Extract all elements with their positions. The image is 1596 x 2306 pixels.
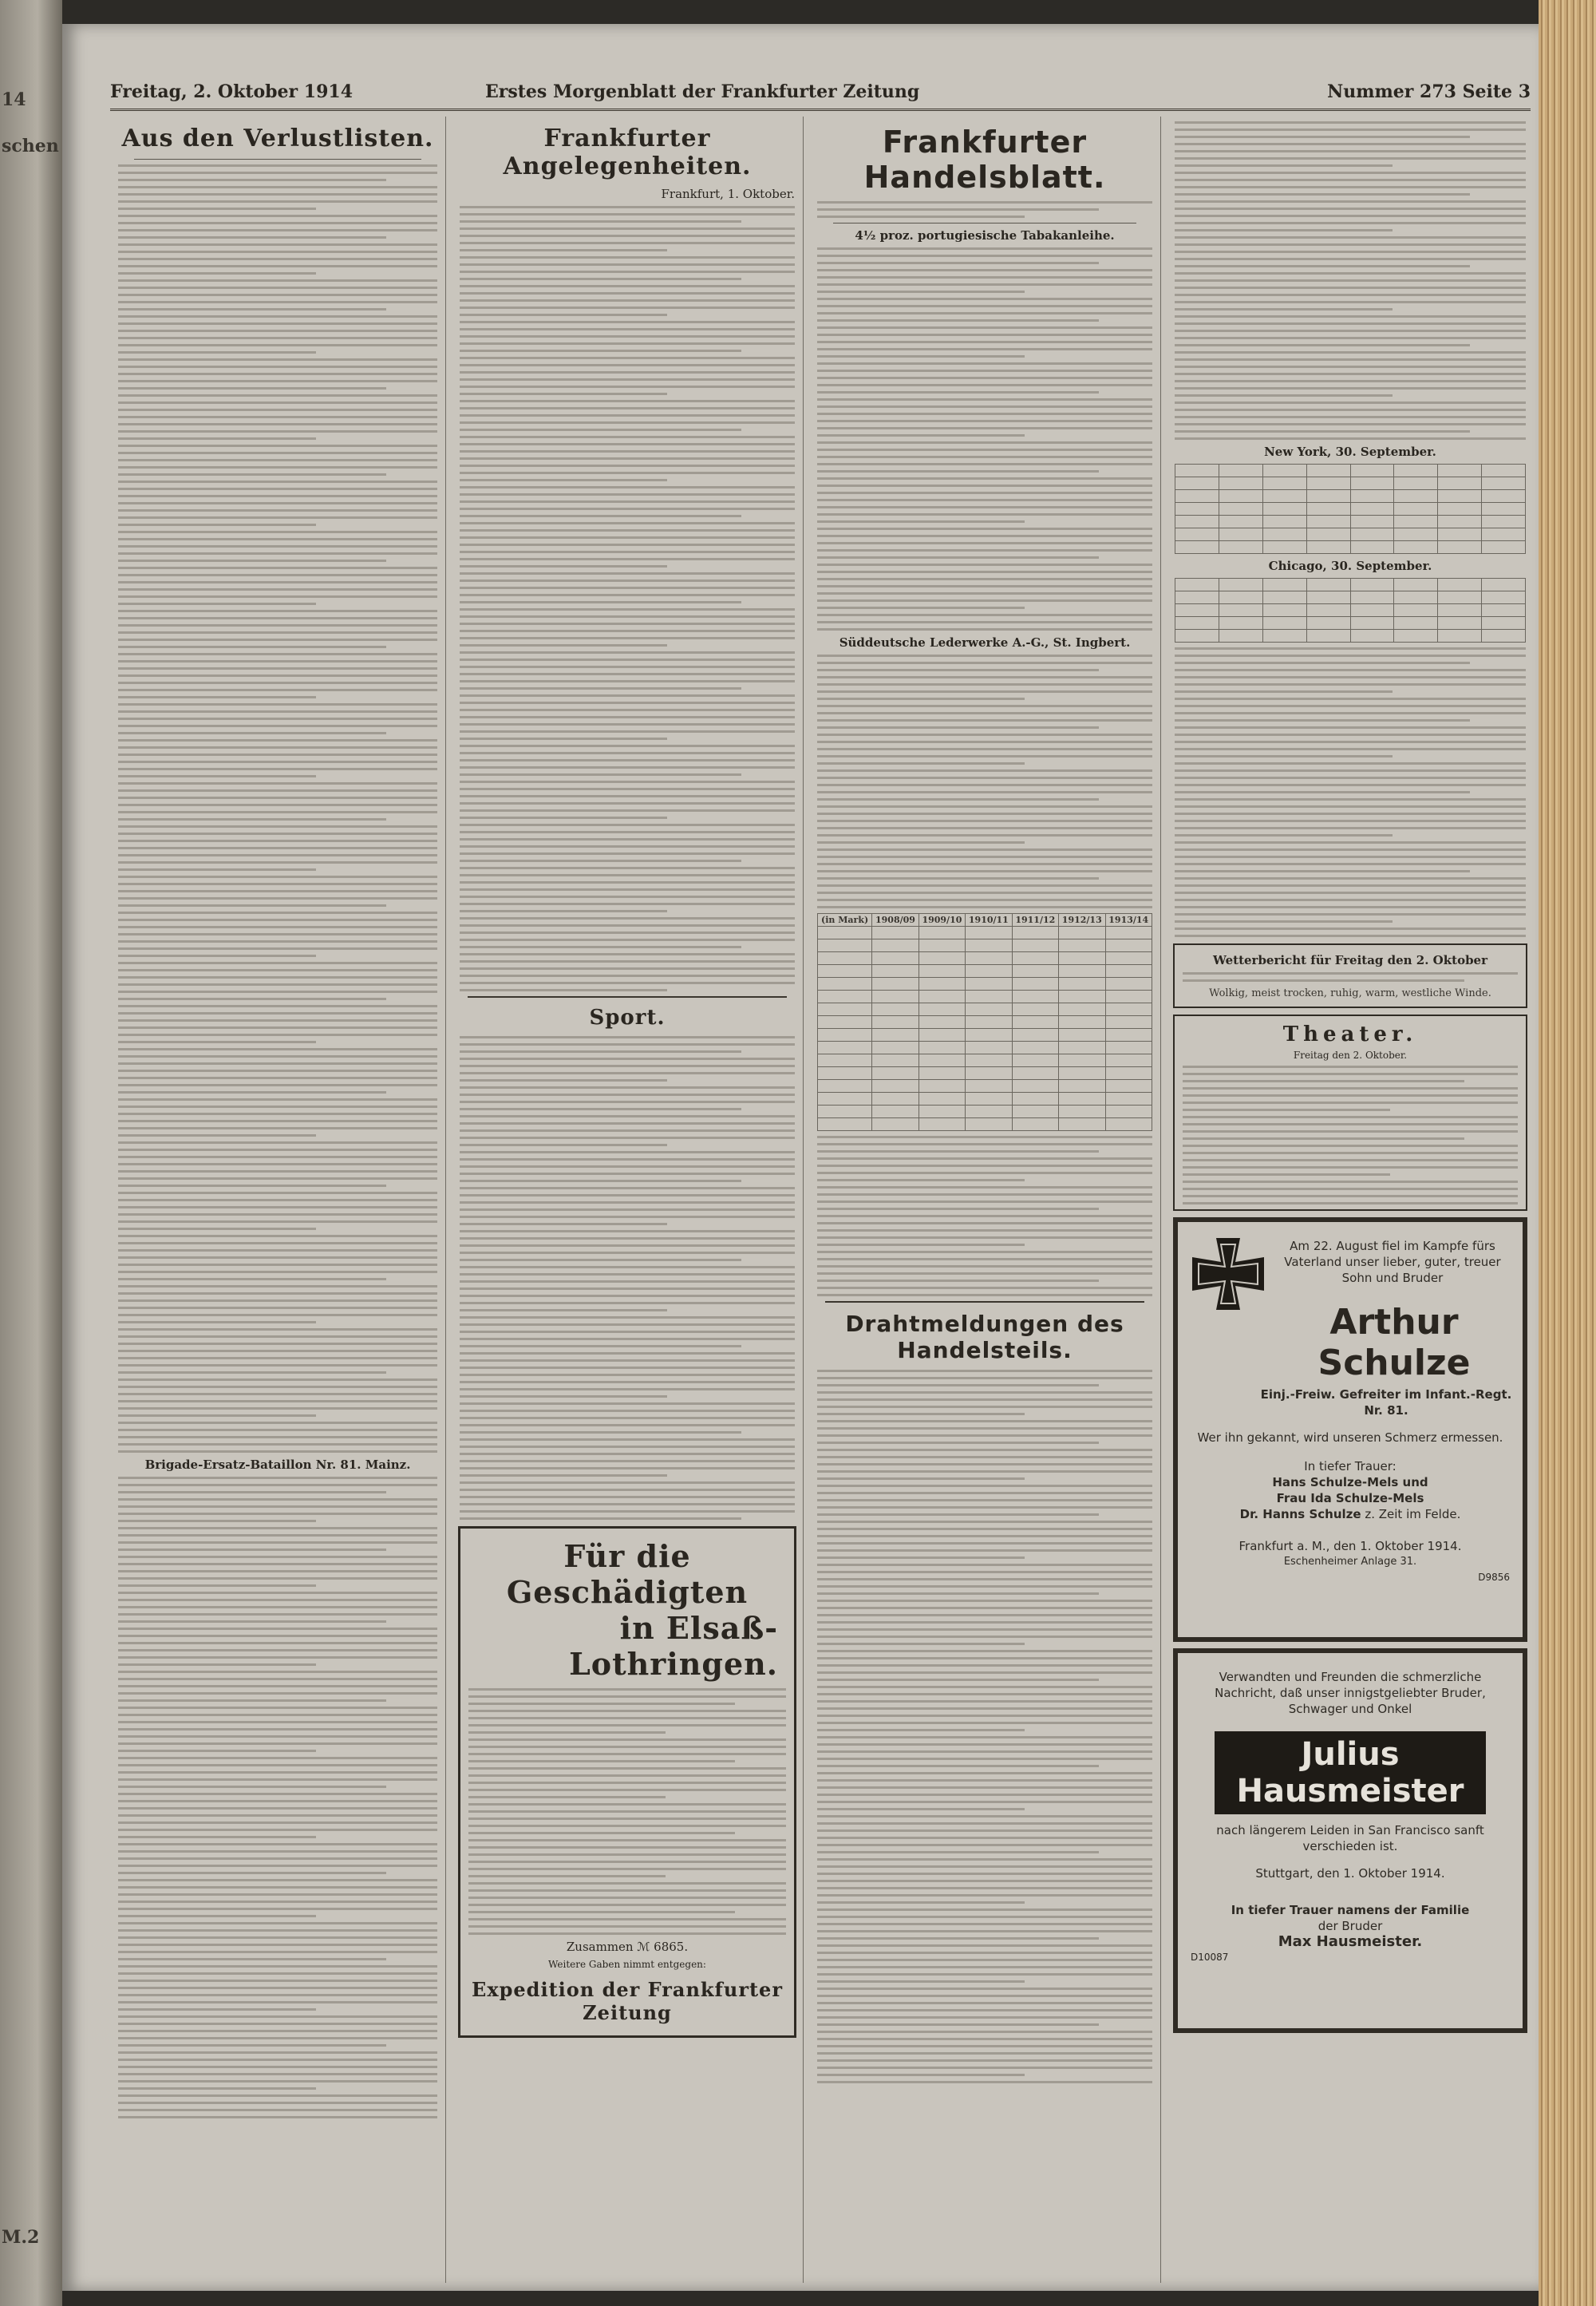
weather-box <box>1173 943 1527 1008</box>
table-row <box>1175 591 1526 604</box>
table-row <box>1175 630 1526 643</box>
table-row <box>818 1118 1152 1131</box>
table-row <box>818 1054 1152 1067</box>
angelegenheiten-heading: Frankfurter Angelegenheiten. <box>503 125 752 180</box>
theater-listings <box>1183 1066 1518 1204</box>
table-row <box>818 939 1152 952</box>
table-header: (in Mark) <box>818 914 872 927</box>
table-row <box>1175 516 1526 528</box>
table-row <box>818 965 1152 978</box>
schulze-code: D9856 <box>1478 1572 1510 1583</box>
table-row <box>1175 579 1526 591</box>
hausmeister-text: nach längerem Leiden in San Francisco sanft verschieden ist. <box>1216 1823 1484 1853</box>
market-reports-text-2 <box>1175 647 1526 937</box>
table-header: 1912/13 <box>1059 914 1105 927</box>
book-right-pages <box>1539 0 1596 2306</box>
table-row <box>818 1042 1152 1054</box>
hausmeister-place: Stuttgart, den 1. Oktober 1914. <box>1255 1866 1445 1881</box>
weather-text: Wolkig, meist trocken, ruhig, warm, westliche Winde. <box>1209 987 1491 999</box>
hausmeister-mourning: In tiefer Trauer namens der Familie <box>1231 1903 1470 1917</box>
table-row <box>1175 477 1526 490</box>
schulze-mourning: In tiefer Trauer: <box>1304 1459 1396 1473</box>
edge-mark-bottom: M.2 <box>2 2227 40 2248</box>
hausmeister-name: Julius Hausmeister <box>1236 1736 1464 1810</box>
angelegenheiten-text <box>460 206 795 991</box>
schulze-family-2: Frau Ida Schulze-Mels <box>1276 1491 1424 1505</box>
table-row <box>818 1093 1152 1106</box>
theater-date: Freitag den 2. Oktober. <box>1293 1050 1408 1061</box>
table-header: 1909/10 <box>918 914 965 927</box>
schulze-place: Frankfurt a. M., den 1. Oktober 1914. <box>1238 1539 1462 1553</box>
column-markets-notices <box>1167 117 1534 2283</box>
verlustlisten-text <box>118 164 437 1453</box>
schulze-family-1: Hans Schulze-Mels und <box>1272 1475 1428 1489</box>
tabakanleihe-text <box>817 247 1152 631</box>
table-row <box>818 978 1152 991</box>
newyork-heading: New York, 30. September. <box>1264 445 1436 459</box>
table-header: 1910/11 <box>966 914 1012 927</box>
table-row <box>1175 541 1526 554</box>
table-row <box>818 927 1152 939</box>
newspaper-page <box>62 24 1539 2291</box>
table-row <box>1175 490 1526 503</box>
table-row <box>1175 617 1526 630</box>
hausmeister-brother: Max Hausmeister. <box>1278 1933 1423 1950</box>
schulze-name: Arthur Schulze <box>1317 1302 1471 1383</box>
column-frankfurter-angelegenheiten <box>452 117 804 2283</box>
schulze-family-3b: z. Zeit im Felde. <box>1365 1507 1461 1521</box>
column-handelsblatt <box>809 117 1161 2283</box>
iron-cross-icon <box>1192 1238 1264 1310</box>
table-row <box>818 1106 1152 1118</box>
sport-heading: Sport. <box>589 1006 666 1030</box>
schulze-family-3: Dr. Hanns Schulze <box>1239 1507 1361 1521</box>
schulze-address: Eschenheimer Anlage 31. <box>1283 1556 1417 1568</box>
table-row <box>818 1067 1152 1080</box>
appeal-heading-line-2: in Elsaß-Lothringen. <box>569 1610 778 1682</box>
chicago-table <box>1175 578 1526 643</box>
table-row <box>1175 528 1526 541</box>
item-lederwerke: Süddeutsche Lederwerke A.-G., St. Ingbert. <box>839 635 1131 650</box>
weather-note <box>1183 972 1518 982</box>
schulze-family-3-row <box>1178 1506 1523 1522</box>
table-row <box>818 1029 1152 1042</box>
death-notice-schulze <box>1173 1217 1527 1642</box>
masthead-date: Freitag, 2. Oktober 1914 <box>110 81 354 102</box>
schulze-rank: Einj.-Freiw. Gefreiter im Infant.-Regt. Nr. 81. <box>1260 1387 1512 1418</box>
masthead-edition: Erstes Morgenblatt der Frankfurter Zeitung <box>485 81 920 102</box>
item-tabakanleihe: 4½ proz. portugiesische Tabakanleihe. <box>855 228 1115 243</box>
schulze-intro: Am 22. August fiel im Kampfe fürs Vaterland unser lieber, guter, treuer Sohn und Bruder <box>1284 1239 1501 1285</box>
divider <box>134 159 421 160</box>
table-header: 1911/12 <box>1012 914 1058 927</box>
table-row <box>818 991 1152 1003</box>
appeal-signature: Expedition der Frankfurter Zeitung <box>472 1978 783 2024</box>
edge-mark-second: schen <box>2 136 59 156</box>
brigade-subheading: Brigade-Ersatz-Bataillon Nr. 81. Mainz. <box>144 1458 411 1472</box>
dateline: Frankfurt, 1. Oktober. <box>661 187 795 201</box>
brigade-text <box>118 1477 437 2118</box>
hausmeister-code: D10087 <box>1191 1952 1229 1963</box>
market-reports-text <box>1175 121 1526 440</box>
table-row <box>1175 604 1526 617</box>
book-left-pages <box>0 0 62 2306</box>
theater-box <box>1173 1015 1527 1211</box>
table-header-row <box>818 914 1152 927</box>
table-row <box>818 1016 1152 1029</box>
hausmeister-intro: Verwandten und Freunden die schmerzliche Nachricht, daß unser innigstgeliebter Bruder, Schwager und Onkel <box>1215 1670 1486 1716</box>
theater-heading: Theater. <box>1282 1022 1418 1046</box>
weather-heading: Wetterbericht für Freitag den 2. Oktober <box>1212 953 1488 967</box>
hausmeister-brother-label: der Bruder <box>1317 1919 1383 1933</box>
column-verlustlisten <box>110 117 446 2283</box>
chicago-heading: Chicago, 30. September. <box>1268 559 1432 573</box>
newyork-table <box>1175 464 1526 554</box>
financial-table <box>817 913 1152 1131</box>
table-row <box>818 1003 1152 1016</box>
death-notice-hausmeister <box>1173 1648 1527 2033</box>
appeal-heading-line-1: Für die Geschädigten <box>506 1538 749 1610</box>
handelsblatt-heading: Frankfurter Handelsblatt. <box>863 125 1106 195</box>
lederwerke-text <box>817 655 1152 908</box>
verlustlisten-heading: Aus den Verlustlisten. <box>121 125 434 152</box>
table-row <box>818 1080 1152 1093</box>
divider <box>825 1301 1144 1303</box>
sport-text <box>460 1036 795 1520</box>
drahtmeldungen-text <box>817 1370 1152 2083</box>
divider <box>468 996 787 998</box>
handelsblatt-note <box>817 201 1152 218</box>
table-row <box>1175 503 1526 516</box>
appeal-more: Weitere Gaben nimmt entgegen: <box>548 1959 706 1970</box>
table-row <box>1175 465 1526 477</box>
table-row <box>818 952 1152 965</box>
drahtmeldungen-heading: Drahtmeldungen des Handelsteils. <box>845 1311 1124 1363</box>
appeal-donor-list <box>468 1688 786 1935</box>
hausmeister-name-banner <box>1215 1731 1486 1814</box>
table-header: 1908/09 <box>872 914 918 927</box>
appeal-total: Zusammen ℳ 6865. <box>566 1940 689 1954</box>
masthead-page: Nummer 273 Seite 3 <box>1327 81 1531 102</box>
table-notes <box>817 1136 1152 1296</box>
masthead <box>110 80 1531 111</box>
edge-mark-top: 14 <box>2 89 26 110</box>
table-header: 1913/14 <box>1105 914 1152 927</box>
schulze-note: Wer ihn gekannt, wird unseren Schmerz ermessen. <box>1197 1430 1503 1445</box>
appeal-box <box>458 1526 796 2038</box>
